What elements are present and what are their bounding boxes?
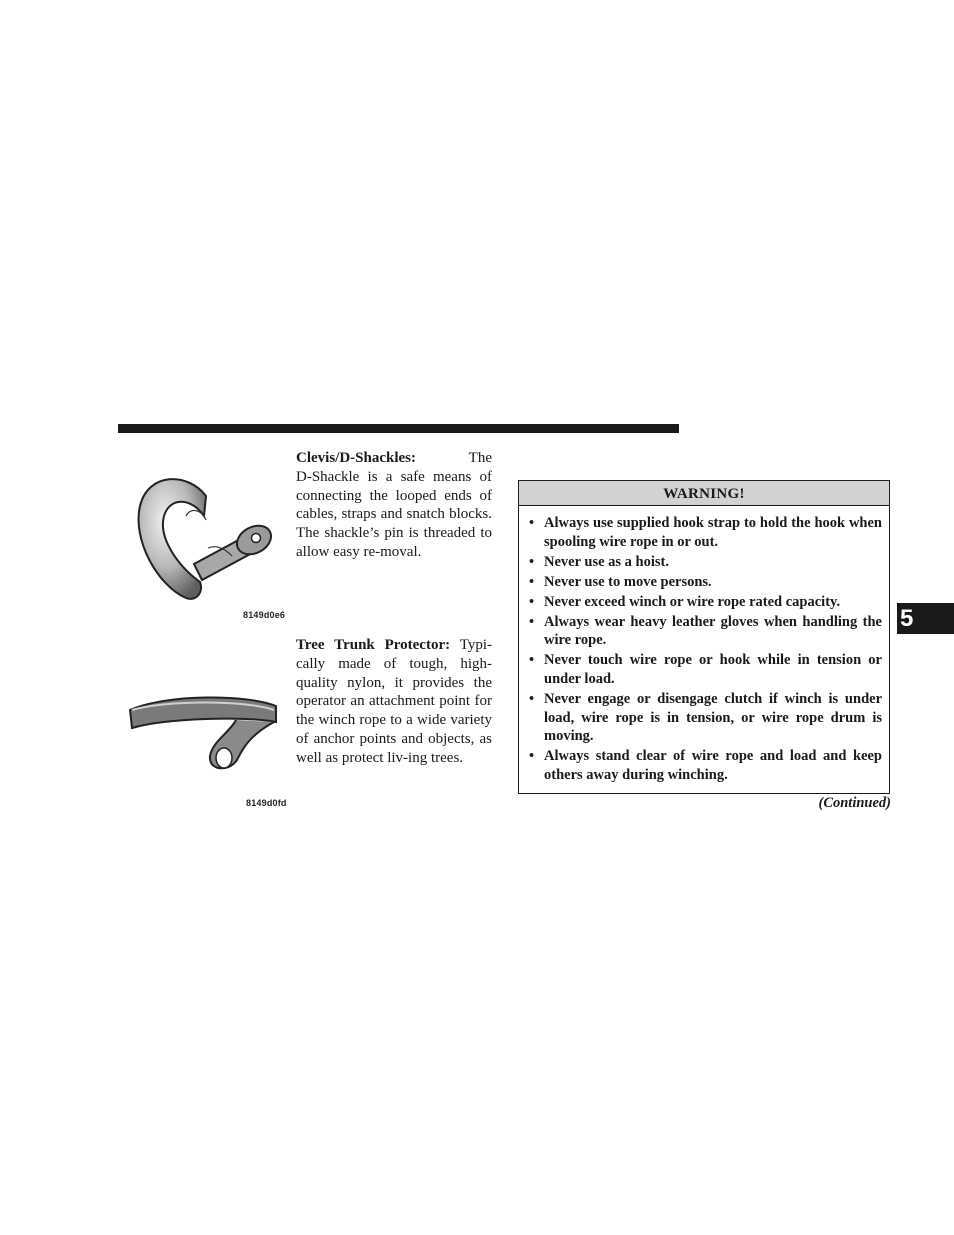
warning-item: • Always use supplied hook strap to hold the hook when spooling wire rope in or out.: [529, 515, 882, 550]
warning-item: • Never use to move persons.: [529, 573, 712, 590]
figure-code: 8149d0fd: [246, 798, 287, 808]
d-shackle-figure: [128, 468, 280, 604]
term-label: Tree Trunk Protector:: [296, 637, 451, 653]
warning-item: • Always stand clear of wire rope and load and keep others away during winching.: [529, 748, 882, 783]
continued-label: (Continued): [818, 795, 891, 811]
shackle-description: [296, 449, 492, 562]
warning-item: • Always wear heavy leather gloves when handling the wire rope.: [529, 613, 882, 649]
warning-title: WARNING!: [519, 481, 889, 506]
figure-code: 8149d0e6: [243, 610, 286, 620]
section-rule: [118, 424, 679, 433]
tree-trunk-protector-figure: [126, 688, 282, 776]
section-number: 5: [900, 605, 914, 632]
warning-item: • Never exceed winch or wire rope rated capacity.: [529, 593, 841, 610]
term-body: Typi-cally made of tough, high-quality nylon, it provides the operator an attachment point for the winch rope to a wide variety of anchor points and objects, as well as protect liv-ing trees.: [296, 637, 492, 766]
term-label: Clevis/D-Shackles:: [296, 450, 416, 466]
warning-box: [518, 480, 890, 794]
d-shackle-illustration-icon: [128, 468, 280, 604]
warning-item: • Never touch wire rope or hook while in tension or under load.: [529, 652, 882, 687]
warning-list: [519, 506, 889, 784]
tree-trunk-protector-illustration-icon: [126, 688, 282, 776]
warning-item: • Never engage or disengage clutch if winch is under load, wire rope is in tension, or wire rope drum is moving.: [529, 691, 882, 745]
term-body: The D-Shackle is a safe means of connecting the looped ends of cables, straps and snatch blocks. The shackle’s pin is threaded to allow easy re-moval.: [296, 450, 492, 560]
section-tab: [897, 603, 954, 634]
strap-description: [296, 636, 492, 768]
warning-item: • Never use as a hoist.: [529, 553, 669, 570]
